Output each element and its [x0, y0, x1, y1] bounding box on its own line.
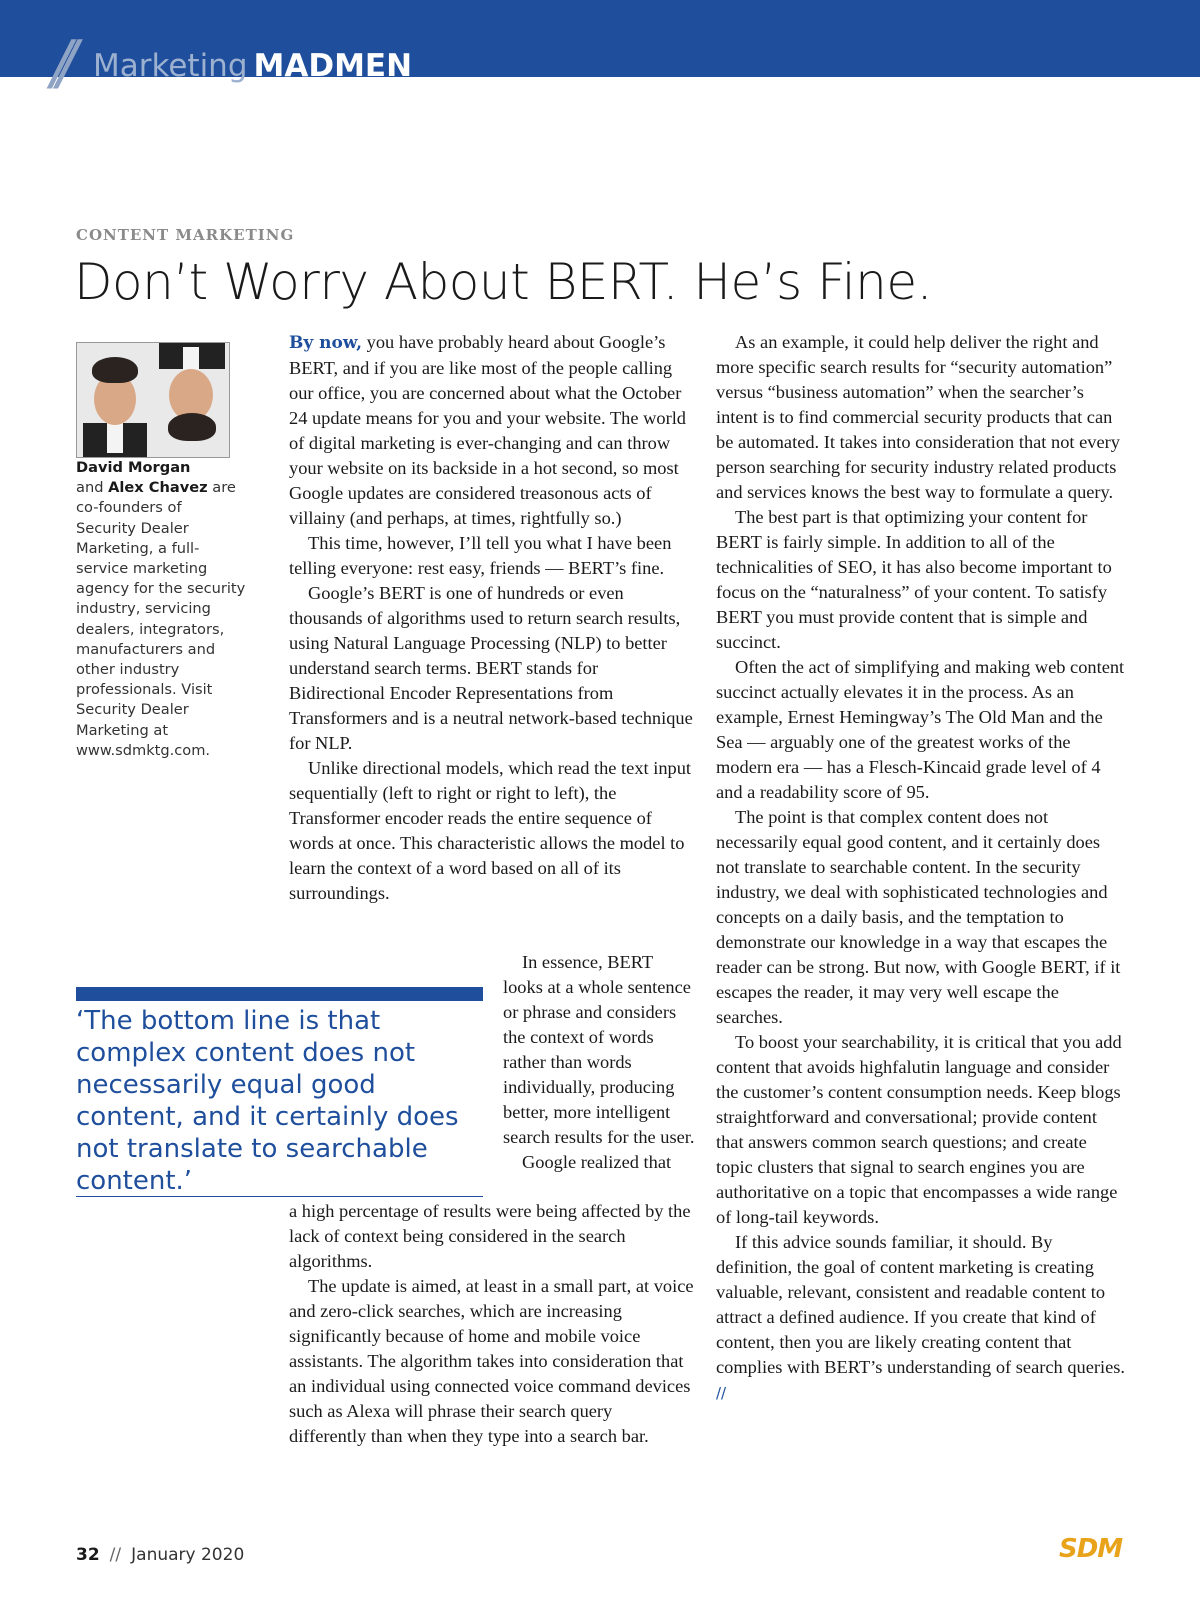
pullquote-top-bar	[76, 987, 483, 1001]
lead-in: By now,	[289, 333, 363, 353]
body-paragraph: Unlike directional models, which read the text input sequentially (left to right or right to left), the Transformer encoder reads the entire sequence of words at once. This characteristic allows the model to learn the context of a word based on all of its surroundings.	[289, 758, 692, 903]
body-paragraph: The point is that complex content does not necessarily equal good content, and it certainly does not translate to searchable content. In the security industry, we deal with sophisticated technologies and concepts on a daily basis, and the temptation to demonstrate our knowledge in a way that escapes the reader can be strong. But now, with Google BERT, if it escapes the reader, it may very well escape the searches.	[716, 807, 1121, 1027]
author-bio-text: are co-founders of Security Dealer Marketing, a full-service marketing agency for the security industry, servicing dealers, integrators, manufacturers and other industry professionals. Visit Security Dealer Marketing at www.sdmktg.com.	[76, 479, 246, 759]
author-photo	[76, 342, 230, 458]
section-title	[93, 46, 412, 86]
body-paragraph: Often the act of simplifying and making web content succinct actually elevates it in the process. As an example, Ernest Hemingway’s The Old Man and the Sea — arguably one of the greatest works of the modern era — has a Flesch-Kincaid grade level of 4 and a readability score of 95.	[716, 657, 1125, 802]
body-paragraph: This time, however, I’ll tell you what I have been telling everyone: rest easy, friends — BERT’s fine.	[289, 533, 672, 578]
page-number: 32	[76, 1545, 100, 1565]
section-title-bold: MADMEN	[253, 48, 413, 84]
body-column-middle-bottom	[289, 1199, 694, 1449]
section-title-light: Marketing	[93, 48, 248, 84]
body-column-middle-narrow	[503, 950, 695, 1175]
body-paragraph: Google’s BERT is one of hundreds or even thousands of algorithms used to return search results, using Natural Language Processing (NLP) to better understand search terms. BERT stands for Bidirectional Encoder Representations from Transformers and is a neutral network-based technique for NLP.	[289, 583, 693, 753]
body-paragraph: To boost your searchability, it is critical that you add content that avoids highfalutin language and consider the customer’s content consumption needs. Keep blogs straightforward and conversational; provide content that answers common search questions; and create topic clusters that signal to search engines you are authoritative on a topic that encompasses a wide range of long-tail keywords.	[716, 1032, 1122, 1227]
footer-separator: //	[109, 1545, 122, 1565]
page-footer	[76, 1545, 244, 1565]
body-paragraph: The best part is that optimizing your content for BERT is fairly simple. In addition to all of the technicalities of SEO, it has also become important to focus on the “naturalness” of your content. To satisfy BERT you must provide content that is simple and succinct.	[716, 507, 1112, 652]
sdm-logo: SDM	[1059, 1534, 1123, 1564]
body-paragraph: By now, you have probably heard about Google’s BERT, and if you are like most of the people calling our office, you are concerned about what the October 24 update means for you and your website. The world of digital marketing is ever-changing and can throw your website on its backside in a hot second, so most Google updates are considered treasonous acts of villainy (and perhaps, at times, rightfully so.)	[289, 332, 687, 528]
author-bio	[76, 458, 246, 761]
body-paragraph: In essence, BERT looks at a whole sentence or phrase and considers the context of words rather than words individually, producing better, more intelligent search results for the user.	[503, 952, 695, 1147]
issue-date: January 2020	[131, 1545, 245, 1565]
body-paragraph: a high percentage of results were being affected by the lack of context being considered in the search algorithms.	[289, 1201, 691, 1271]
body-paragraph: If this advice sounds familiar, it should. By definition, the goal of content marketing is creating valuable, relevant, consistent and readable content to attract a defined audience. If you create that kind of content, then you are likely creating content that complies with BERT’s understanding of search queries. //	[716, 1232, 1126, 1402]
body-paragraph: Google realized that	[522, 1152, 672, 1172]
pullquote: ‘The bottom line is that complex content does not necessarily equal good content, and it certainly does not translate to searchable content.’	[76, 1006, 459, 1196]
header-slashes: //	[51, 28, 64, 98]
author-photo-person-left	[77, 343, 151, 457]
body-paragraph: As an example, it could help deliver the right and more specific search results for “security automation” versus “business automation” when the searcher’s intent is to find commercial security products that can be automated. It takes into consideration that not every person searching for security industry related products and services knows the best way to formulate a query.	[716, 332, 1120, 502]
pullquote-bottom-rule	[76, 1196, 483, 1197]
body-column-middle-top	[289, 330, 694, 906]
author-and: and	[76, 479, 104, 497]
author-name-1: David Morgan	[76, 459, 191, 476]
body-column-right	[716, 330, 1128, 1406]
author-name-2: Alex Chavez	[108, 479, 208, 497]
article-kicker: CONTENT MARKETING	[76, 226, 295, 244]
author-photo-person-right	[155, 343, 229, 457]
article-headline: Don’t Worry About BERT. He’s Fine.	[74, 253, 932, 311]
body-paragraph: The update is aimed, at least in a small part, at voice and zero-click searches, which are increasing significantly because of home and mobile voice assistants. The algorithm takes into consideration that an individual using connected voice command devices such as Alexa will phrase their search query differently than when they type into a search bar.	[289, 1276, 694, 1446]
end-mark: //	[716, 1384, 727, 1402]
